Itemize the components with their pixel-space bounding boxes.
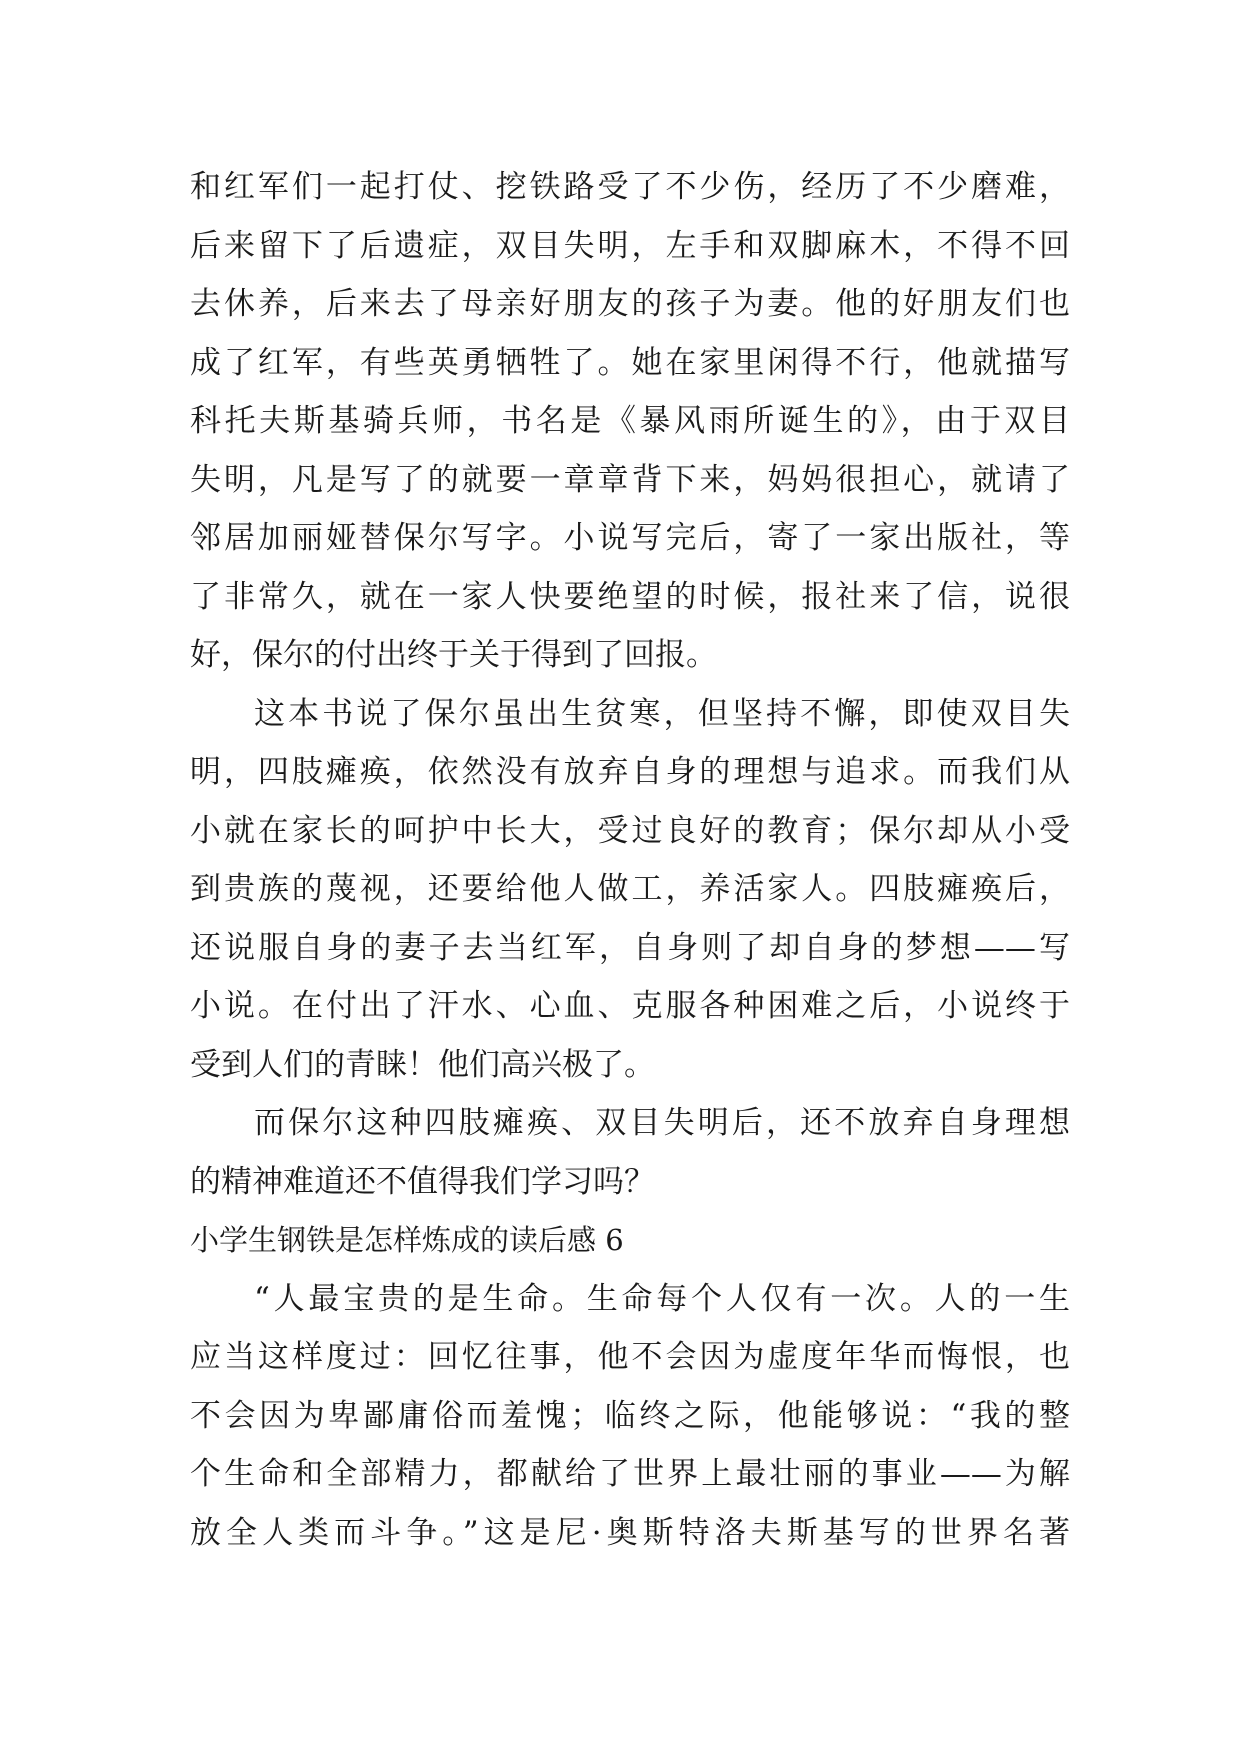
text-line: 成了红军，有些英勇牺牲了。她在家里闲得不行，他就描写: [190, 344, 1070, 381]
text-line: 了非常久，就在一家人快要绝望的时候，报社来了信，说很: [190, 578, 1070, 615]
text-line: 还说服自身的妻子去当红军，自身则了却自身的梦想——写: [190, 929, 1070, 966]
text-line: 的精神难道还不值得我们学习吗？: [190, 1163, 655, 1200]
paragraph-start-line: 而保尔这种四肢瘫痪、双目失明后，还不放弃自身理想: [254, 1105, 1070, 1141]
text-line: 邻居加丽娅替保尔写字。小说写完后，寄了一家出版社，等: [190, 520, 1070, 556]
text-line: 科托夫斯基骑兵师，书名是《暴风雨所诞生的》，由于双目: [190, 403, 1070, 439]
text-line: 小说。在付出了汗水、心血、克服各种困难之后，小说终于: [190, 988, 1070, 1024]
text-line: 明，四肢瘫痪，依然没有放弃自身的理想与追求。而我们从: [190, 754, 1070, 790]
text-line: 好，保尔的付出终于关于得到了回报。: [190, 637, 717, 673]
text-line: 放全人类而斗争。”这是尼·奥斯特洛夫斯基写的世界名著: [190, 1514, 1070, 1551]
text-line: 和红军们一起打仗、挖铁路受了不少伤，经历了不少磨难，: [190, 169, 1070, 205]
text-line: 小就在家长的呵护中长大，受过良好的教育；保尔却从小受: [190, 812, 1070, 849]
text-line: 应当这样度过：回忆往事，他不会因为虚度年华而悔恨，也: [190, 1339, 1070, 1375]
text-line: 不会因为卑鄙庸俗而羞愧；临终之际，他能够说：“我的整: [190, 1397, 1070, 1434]
paragraph-start-line: 这本书说了保尔虽出生贫寒，但坚持不懈，即使双目失: [254, 695, 1070, 732]
text-line: 受到人们的青睐！他们高兴极了。: [190, 1046, 655, 1083]
body-text: [190, 158, 1070, 1562]
text-line: 到贵族的蔑视，还要给他人做工，养活家人。四肢瘫痪后，: [190, 871, 1070, 907]
section-heading: 小学生钢铁是怎样炼成的读后感 6: [190, 1223, 624, 1257]
text-line: 后来留下了后遗症，双目失明，左手和双脚麻木，不得不回: [190, 227, 1070, 264]
text-line: 去休养，后来去了母亲好朋友的孩子为妻。他的好朋友们也: [190, 286, 1070, 322]
text-line: 失明，凡是写了的就要一章章背下来，妈妈很担心，就请了: [190, 461, 1070, 498]
paragraph-start-line: “人最宝贵的是生命。生命每个人仅有一次。人的一生: [254, 1280, 1070, 1317]
text-line: 个生命和全部精力，都献给了世界上最壮丽的事业——为解: [190, 1456, 1070, 1492]
